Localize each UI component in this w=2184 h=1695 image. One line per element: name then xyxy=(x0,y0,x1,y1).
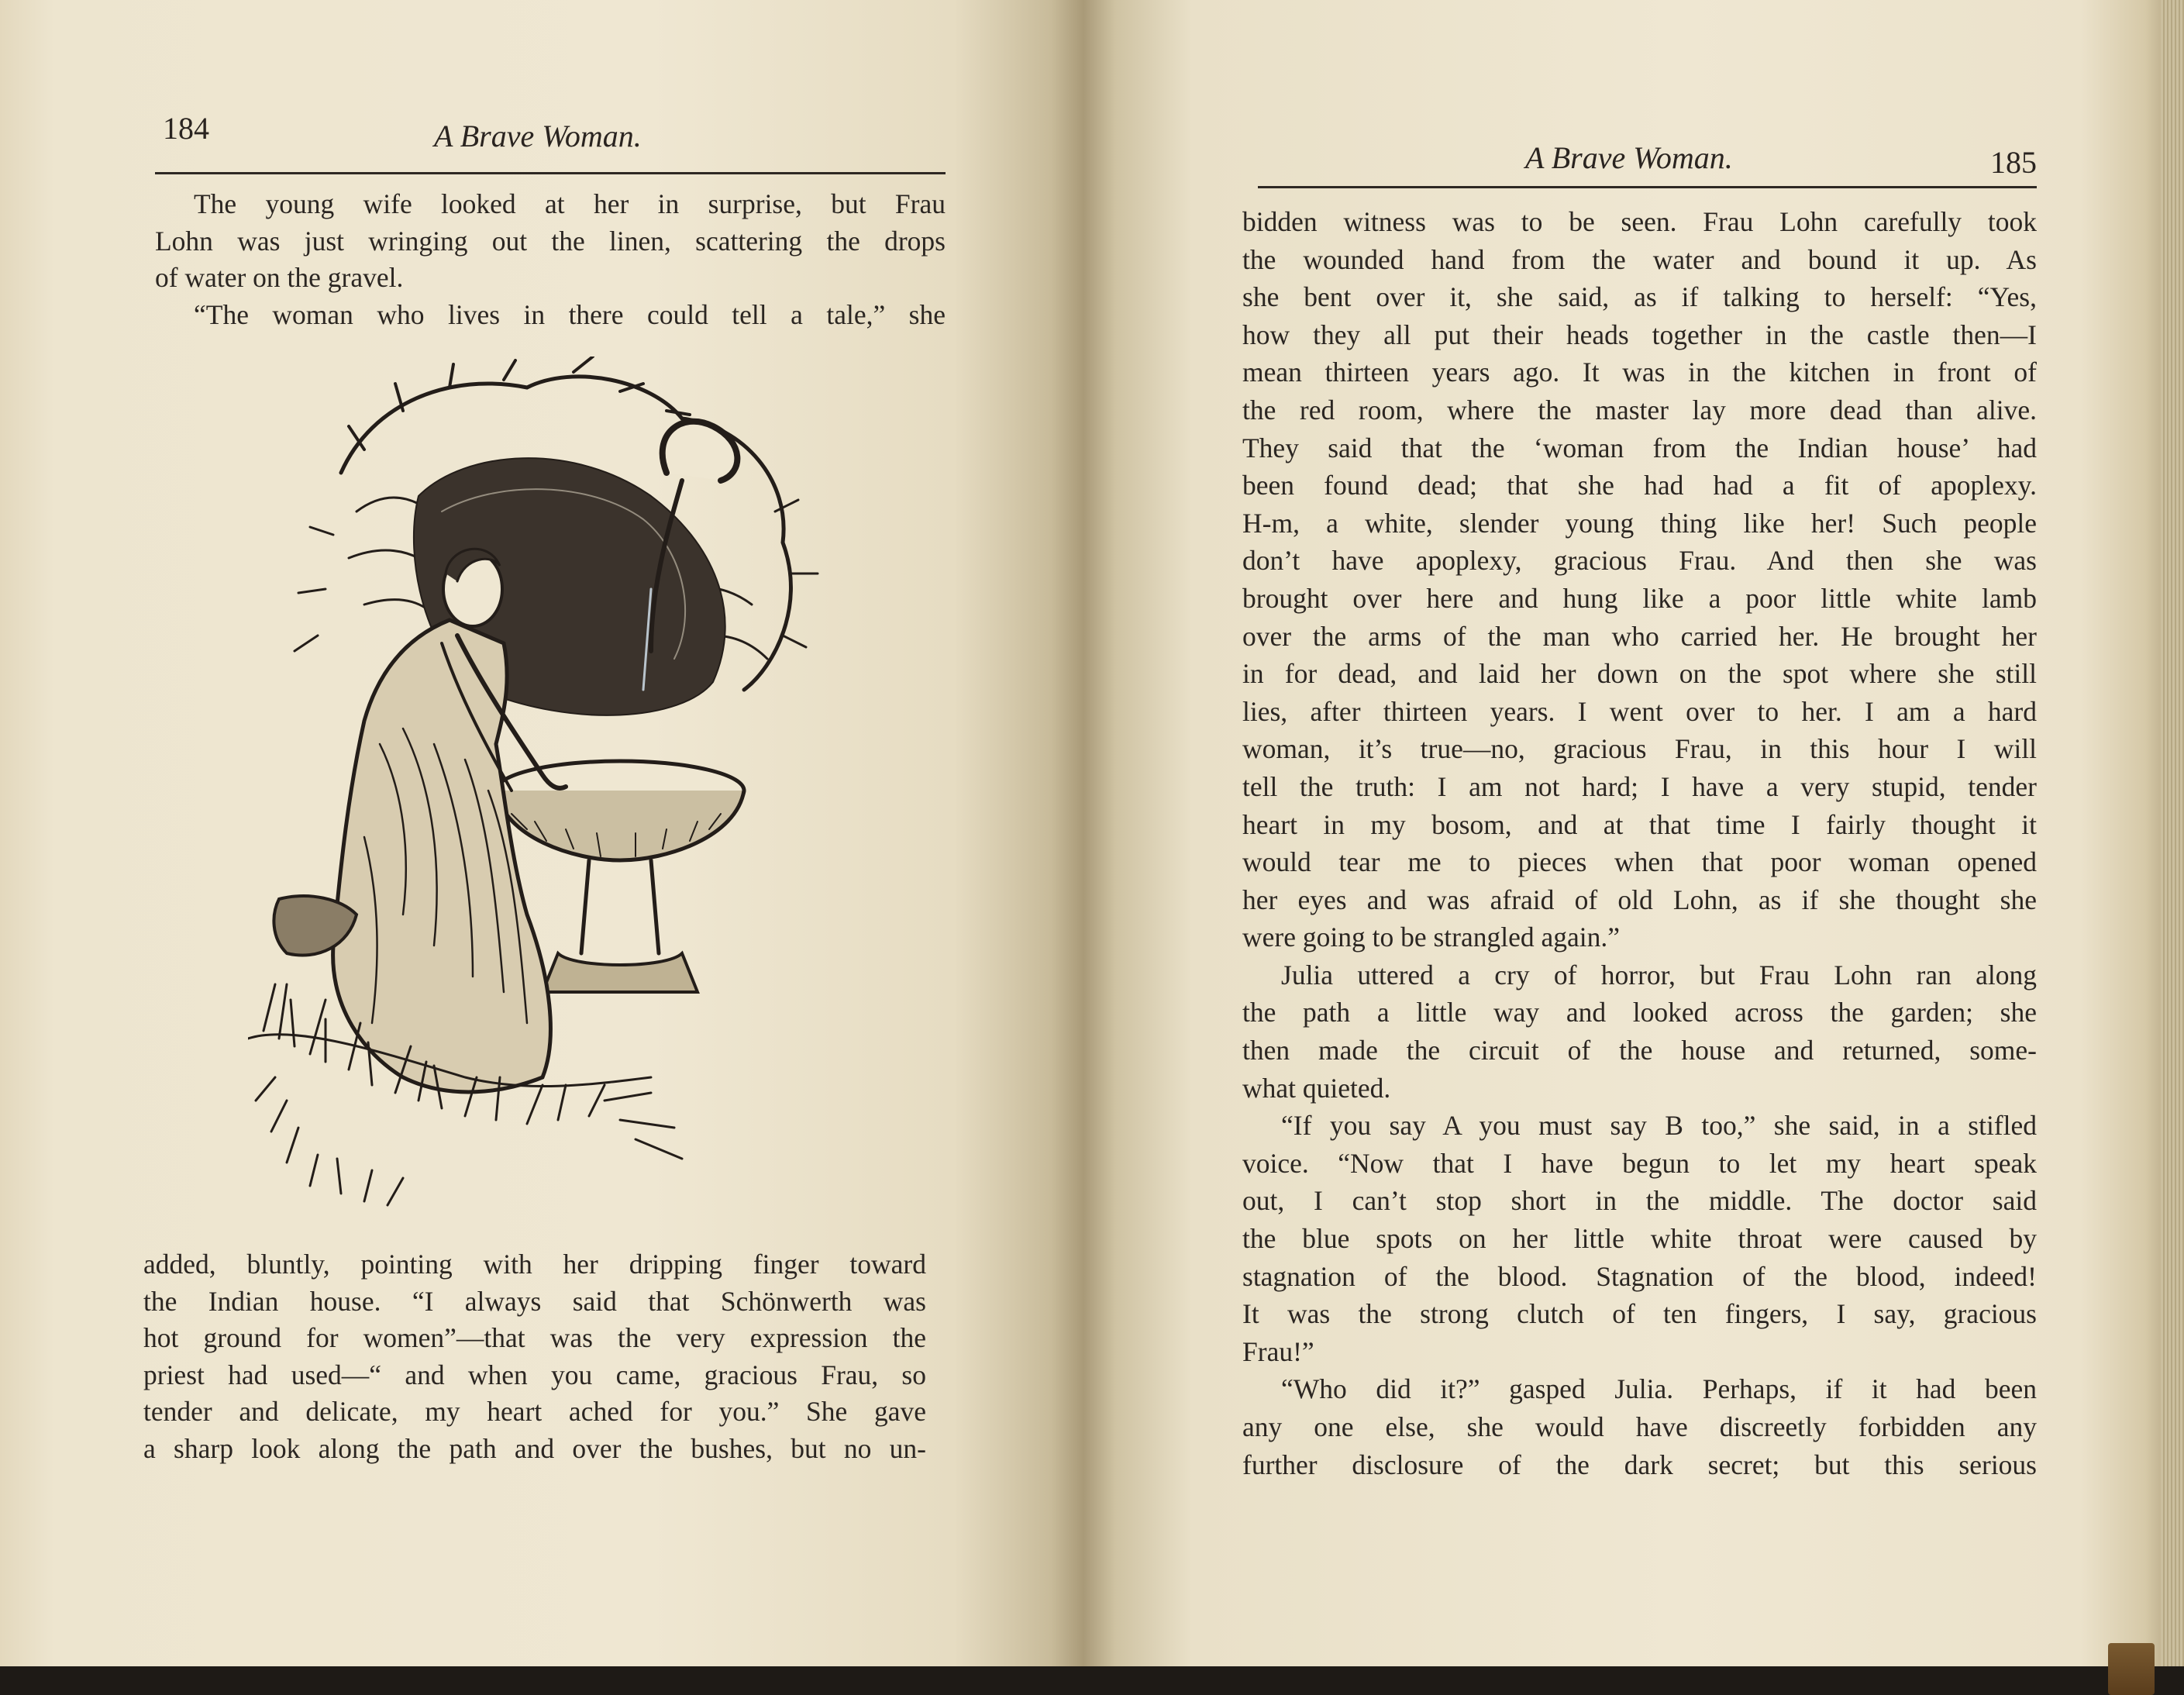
running-head-right: A Brave Woman. xyxy=(1525,140,1733,175)
right-page xyxy=(1083,0,2167,1666)
text-line: don’t have apoplexy, gracious Frau. And then she was xyxy=(1242,545,2037,577)
text-line: in for dead, and laid her down on the spot where she still xyxy=(1242,658,2037,690)
text-line: lies, after thirteen years. I went over to her. I am a hard xyxy=(1242,695,2037,727)
text-line: Lohn was just wringing out the linen, scattering the drops xyxy=(155,225,946,257)
text-line: the blue spots on her little white throat were caused by xyxy=(1242,1223,2037,1255)
text-line: tell the truth: I am not hard; I have a very stupid, tender xyxy=(1242,770,2037,802)
text-line: Julia uttered a cry of horror, but Frau Lohn ran along xyxy=(1281,959,2037,990)
book-cover-edge xyxy=(0,1666,2184,1695)
running-head-left: A Brave Woman. xyxy=(434,119,642,153)
text-line: “Who did it?” gasped Julia. Perhaps, if it had been xyxy=(1281,1373,2037,1405)
engraving-illustration xyxy=(248,357,868,1217)
header-rule-left xyxy=(155,172,946,174)
text-line: priest had used—“ and when you came, gracious Frau, so xyxy=(143,1359,926,1390)
text-line: They said that the ‘woman from the Indian house’ had xyxy=(1242,432,2037,463)
page-number-right: 185 xyxy=(1990,145,2037,180)
text-line: “If you say A you must say B too,” she said, in a stifled xyxy=(1281,1110,2037,1142)
text-line: out, I can’t stop short in the middle. The doctor said xyxy=(1242,1185,2037,1217)
text-line: Frau!” xyxy=(1242,1335,1314,1367)
text-line: she bent over it, she said, as if talking to herself: “Yes, xyxy=(1242,281,2037,313)
text-line: added, bluntly, pointing with her dripping finger toward xyxy=(143,1249,926,1280)
text-line: woman, it’s true—no, gracious Frau, in this hour I will xyxy=(1242,733,2037,765)
text-line: the Indian house. “I always said that Schönwerth was xyxy=(143,1285,926,1317)
text-line: further disclosure of the dark secret; but this serious xyxy=(1242,1449,2037,1480)
right-text xyxy=(1242,203,2037,1483)
text-line: any one else, she would have discreetly forbidden any xyxy=(1242,1411,2037,1442)
bookmark-ribbon[interactable] xyxy=(2108,1643,2155,1695)
left-page xyxy=(0,0,1083,1666)
text-line: tender and delicate, my heart ached for you.” She gave xyxy=(143,1396,926,1428)
page-number-left: 184 xyxy=(163,111,209,146)
text-line: mean thirteen years ago. It was in the kitchen in front of xyxy=(1242,357,2037,388)
text-line: voice. “Now that I have begun to let my heart speak xyxy=(1242,1147,2037,1179)
text-line: over the arms of the man who carried her. He brought her xyxy=(1242,620,2037,652)
text-line: been found dead; that she had had a fit of apoplexy. xyxy=(1242,470,2037,501)
text-line: H-m, a white, slender young thing like her! Such people xyxy=(1242,507,2037,539)
text-line: what quieted. xyxy=(1242,1072,1391,1104)
page-edges xyxy=(2161,0,2184,1695)
text-line: the wounded hand from the water and bound it up. As xyxy=(1242,243,2037,275)
left-bottom-text xyxy=(143,1246,926,1468)
text-line: were going to be strangled again.” xyxy=(1242,922,1620,953)
text-line: how they all put their heads together in the castle then—I xyxy=(1242,319,2037,350)
text-line: hot ground for women”—that was the very expression the xyxy=(143,1322,926,1354)
text-line: then made the circuit of the house and returned, some- xyxy=(1242,1035,2037,1066)
text-line: bidden witness was to be seen. Frau Lohn carefully took xyxy=(1242,206,2037,237)
text-line: The young wife looked at her in surprise, but Frau xyxy=(194,188,946,219)
text-line: the path a little way and looked across the garden; she xyxy=(1242,997,2037,1028)
text-line: the red room, where the master lay more dead than alive. xyxy=(1242,394,2037,425)
text-line: her eyes and was afraid of old Lohn, as if she thought she xyxy=(1242,884,2037,915)
text-line: heart in my bosom, and at that time I fairly thought it xyxy=(1242,808,2037,840)
text-line: a sharp look along the path and over the bushes, but no un- xyxy=(143,1432,926,1464)
text-line: would tear me to pieces when that poor woman opened xyxy=(1242,846,2037,878)
text-line: stagnation of the blood. Stagnation of the blood, indeed! xyxy=(1242,1260,2037,1292)
header-rule-right xyxy=(1258,186,2037,188)
left-top-text xyxy=(155,186,946,333)
text-line: brought over here and hung like a poor little white lamb xyxy=(1242,582,2037,614)
text-line: “The woman who lives in there could tell a tale,” she xyxy=(194,298,946,330)
text-line: of water on the gravel. xyxy=(155,262,404,294)
text-line: It was the strong clutch of ten fingers, I say, gracious xyxy=(1242,1298,2037,1330)
